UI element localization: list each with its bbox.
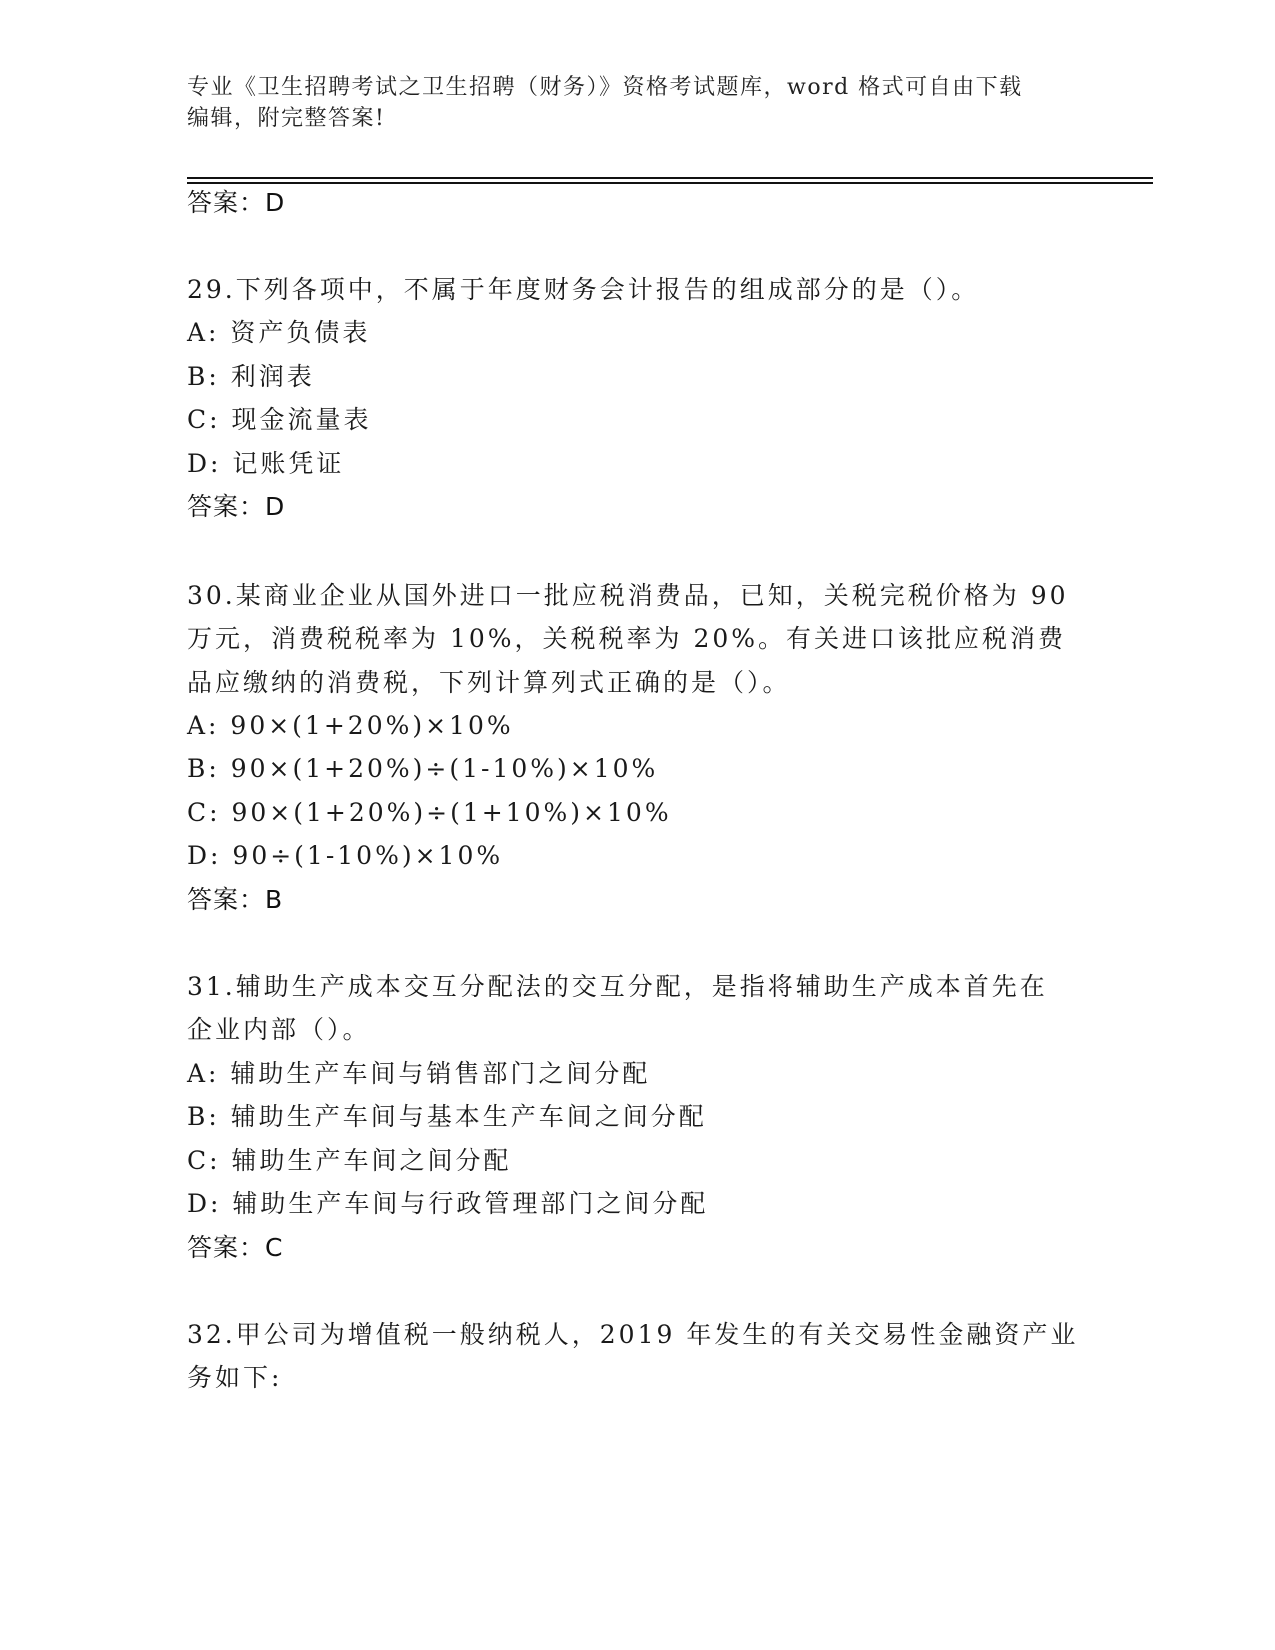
question-29-option-a: A: 资产负债表: [187, 318, 371, 347]
question-31-answer: 答案：C: [187, 1233, 284, 1262]
question-31-stem-line-1: 31.辅助生产成本交互分配法的交互分配，是指将辅助生产成本首先在: [187, 972, 1048, 1001]
question-29-stem: 29.下列各项中，不属于年度财务会计报告的组成部分的是（）。: [187, 275, 980, 304]
question-30-answer: 答案：B: [187, 885, 284, 914]
header-divider-bottom: [187, 182, 1153, 184]
question-30-stem-line-1: 30.某商业企业从国外进口一批应税消费品，已知，关税完税价格为 90: [187, 581, 1069, 610]
question-31-option-b: B: 辅助生产车间与基本生产车间之间分配: [187, 1102, 707, 1131]
header-line-2: 编辑，附完整答案!: [187, 106, 386, 131]
question-29-answer: 答案：D: [187, 492, 286, 521]
header-line-1: 专业《卫生招聘考试之卫生招聘（财务）》资格考试题库，word 格式可自由下载: [187, 75, 1023, 100]
question-30-stem-line-2: 万元，消费税税率为 10%，关税税率为 20%。有关进口该批应税消费: [187, 624, 1067, 653]
question-30-option-b: B: 90×(1+20%)÷(1-10%)×10%: [187, 754, 659, 783]
question-31-stem-line-2: 企业内部（）。: [187, 1015, 371, 1044]
question-31-option-d: D: 辅助生产车间与行政管理部门之间分配: [187, 1189, 709, 1218]
question-32-stem-line-1: 32.甲公司为增值税一般纳税人，2019 年发生的有关交易性金融资产业: [187, 1320, 1079, 1349]
header-divider-top: [187, 177, 1153, 179]
question-30-option-a: A: 90×(1+20%)×10%: [187, 711, 514, 740]
question-32-stem-line-2: 务如下:: [187, 1363, 283, 1392]
question-30-stem-line-3: 品应缴纳的消费税，下列计算列式正确的是（）。: [187, 668, 791, 697]
page-header: [187, 72, 1067, 134]
question-29-option-d: D: 记账凭证: [187, 449, 345, 478]
question-31-option-c: C: 辅助生产车间之间分配: [187, 1146, 512, 1175]
question-31-option-a: A: 辅助生产车间与销售部门之间分配: [187, 1059, 651, 1088]
question-29-option-c: C: 现金流量表: [187, 405, 372, 434]
question-30-option-c: C: 90×(1+20%)÷(1+10%)×10%: [187, 798, 672, 827]
question-30-option-d: D: 90÷(1-10%)×10%: [187, 841, 504, 870]
answer-label: 答案：D: [187, 188, 286, 217]
question-29-option-b: B: 利润表: [187, 362, 315, 391]
